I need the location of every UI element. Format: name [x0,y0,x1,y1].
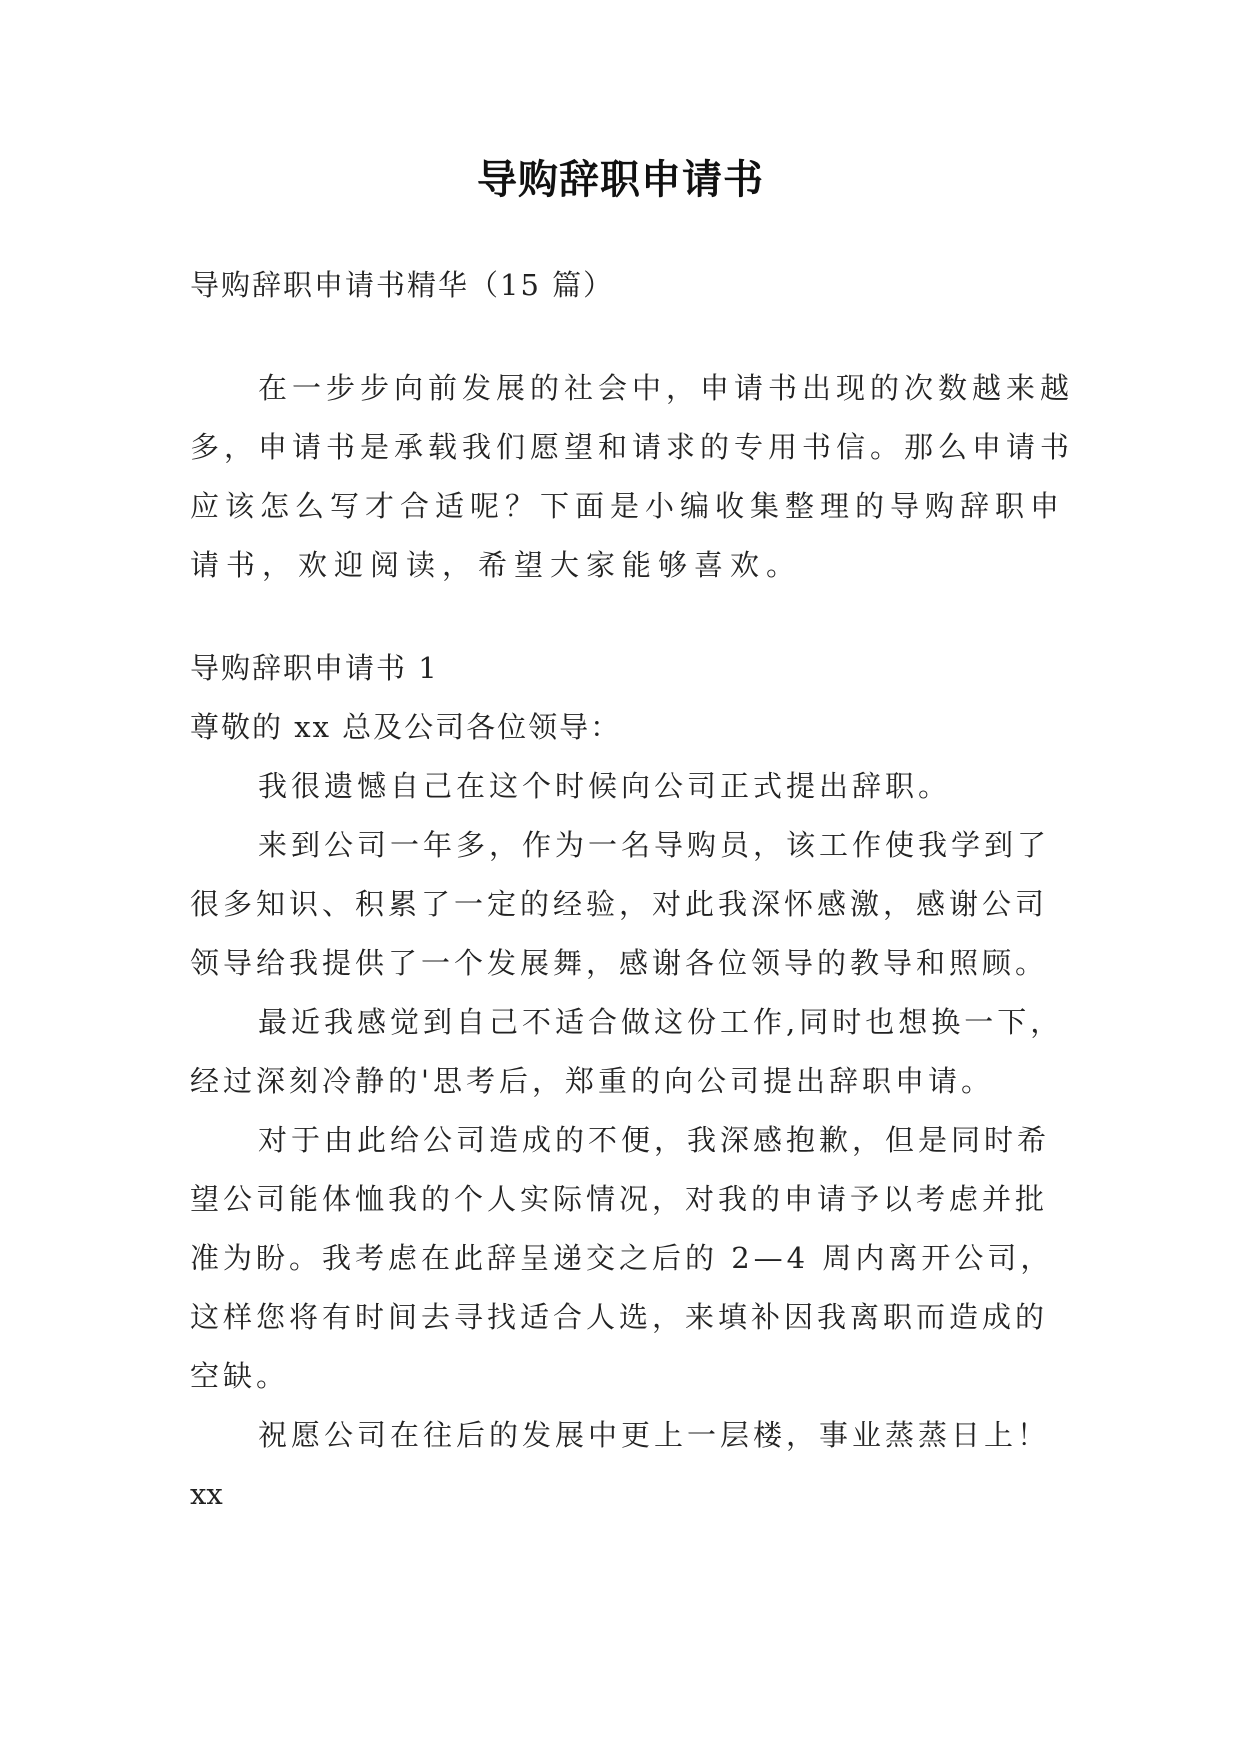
body-paragraph-line: 对于由此给公司造成的不便，我深感抱歉，但是同时希 [258,1123,1051,1157]
section-heading: 导购辞职申请书 1 [190,651,439,685]
body-paragraph-line: 这样您将有时间去寻找适合人选，来填补因我离职而造成的 [190,1300,1049,1334]
document-title: 导购辞职申请书 [477,157,764,203]
intro-paragraph-line: 在一步步向前发展的社会中，申请书出现的次数越来越 [258,371,1075,405]
body-paragraph-line: 祝愿公司在往后的发展中更上一层楼，事业蒸蒸日上！ [258,1418,1051,1452]
body-paragraph-line: 空缺。 [190,1359,290,1393]
body-paragraph-line: 最近我感觉到自己不适合做这份工作,同时也想换一下， [258,1005,1064,1039]
body-paragraph-line: 很多知识、积累了一定的经验，对此我深怀感激，感谢公司 [190,887,1049,921]
intro-paragraph-line: 应该怎么写才合适呢？下面是小编收集整理的导购辞职申 [190,489,1066,523]
body-paragraph-line: 我很遗憾自己在这个时候向公司正式提出辞职。 [258,769,952,803]
intro-paragraph-line: 多，申请书是承载我们愿望和请求的专用书信。那么申请书 [190,430,1075,464]
body-paragraph-line: 望公司能体恤我的个人实际情况，对我的申请予以考虑并批 [190,1182,1049,1216]
body-paragraph-line: 准为盼。我考虑在此辞呈递交之后的 2—4 周内离开公司， [190,1241,1054,1275]
document-subtitle: 导购辞职申请书精华（15 篇） [190,268,615,302]
signature: xx [190,1477,223,1511]
body-paragraph-line: 领导给我提供了一个发展舞，感谢各位领导的教导和照顾。 [190,946,1049,980]
salutation: 尊敬的 xx 总及公司各位领导： [190,710,622,744]
body-paragraph-line: 经过深刻冷静的'思考后，郑重的向公司提出辞职申请。 [190,1064,994,1098]
body-paragraph-line: 来到公司一年多，作为一名导购员，该工作使我学到了 [258,828,1051,862]
intro-paragraph-line: 请书，欢迎阅读，希望大家能够喜欢。 [190,548,803,582]
